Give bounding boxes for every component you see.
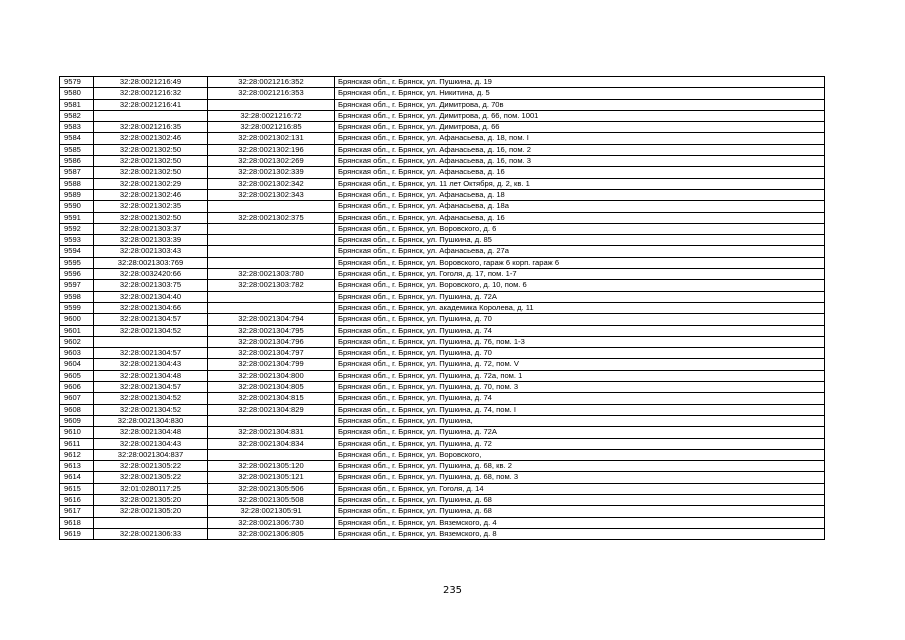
row-number-cell: 9593 (60, 235, 94, 246)
land-cadastral-number-cell: 32:28:0021303:769 (94, 257, 208, 268)
land-cadastral-number-cell: 32:28:0021303:75 (94, 280, 208, 291)
address-cell: Брянская обл., г. Брянск, ул. Афанасьева, д. 18а (335, 201, 825, 212)
building-cadastral-number-cell (208, 99, 335, 110)
land-cadastral-number-cell: 32:28:0021305:22 (94, 461, 208, 472)
row-number-cell: 9597 (60, 280, 94, 291)
row-number-cell: 9612 (60, 449, 94, 460)
address-cell: Брянская обл., г. Брянск, ул. Афанасьева, д. 18, пом. I (335, 133, 825, 144)
land-cadastral-number-cell: 32:28:0021304:830 (94, 415, 208, 426)
address-cell: Брянская обл., г. Брянск, ул. Пушкина, д. 72 (335, 438, 825, 449)
row-number-cell: 9609 (60, 415, 94, 426)
building-cadastral-number-cell (208, 235, 335, 246)
land-cadastral-number-cell: 32:28:0021302:50 (94, 144, 208, 155)
building-cadastral-number-cell: 32:28:0021305:506 (208, 483, 335, 494)
row-number-cell: 9584 (60, 133, 94, 144)
row-number-cell: 9589 (60, 189, 94, 200)
address-cell: Брянская обл., г. Брянск, ул. Пушкина, д. 68, пом. 3 (335, 472, 825, 483)
table-row (60, 122, 825, 133)
building-cadastral-number-cell: 32:28:0021305:121 (208, 472, 335, 483)
address-cell: Брянская обл., г. Брянск, ул. Пушкина, д. 70 (335, 314, 825, 325)
building-cadastral-number-cell: 32:28:0021305:120 (208, 461, 335, 472)
table-row (60, 167, 825, 178)
building-cadastral-number-cell (208, 415, 335, 426)
row-number-cell: 9586 (60, 156, 94, 167)
land-cadastral-number-cell: 32:28:0021304:48 (94, 370, 208, 381)
building-cadastral-number-cell (208, 223, 335, 234)
building-cadastral-number-cell: 32:28:0021304:795 (208, 325, 335, 336)
land-cadastral-number-cell: 32:28:0021305:20 (94, 506, 208, 517)
table-row (60, 359, 825, 370)
building-cadastral-number-cell (208, 257, 335, 268)
table-row (60, 88, 825, 99)
row-number-cell: 9596 (60, 269, 94, 280)
land-cadastral-number-cell (94, 336, 208, 347)
building-cadastral-number-cell: 32:28:0021304:794 (208, 314, 335, 325)
address-cell: Брянская обл., г. Брянск, ул. Пушкина, д. 68, кв. 2 (335, 461, 825, 472)
address-cell: Брянская обл., г. Брянск, ул. Афанасьева, д. 16 (335, 167, 825, 178)
table-row (60, 494, 825, 505)
table-row (60, 77, 825, 88)
building-cadastral-number-cell: 32:28:0021306:805 (208, 528, 335, 539)
building-cadastral-number-cell: 32:28:0021304:815 (208, 393, 335, 404)
address-cell: Брянская обл., г. Брянск, ул. академика Королева, д. 11 (335, 302, 825, 313)
table-row (60, 257, 825, 268)
row-number-cell: 9585 (60, 144, 94, 155)
row-number-cell: 9604 (60, 359, 94, 370)
land-cadastral-number-cell: 32:28:0021304:43 (94, 359, 208, 370)
land-cadastral-number-cell: 32:28:0021302:35 (94, 201, 208, 212)
row-number-cell: 9599 (60, 302, 94, 313)
building-cadastral-number-cell: 32:28:0021304:797 (208, 348, 335, 359)
table-row (60, 133, 825, 144)
land-cadastral-number-cell: 32:28:0021304:48 (94, 427, 208, 438)
address-cell: Брянская обл., г. Брянск, ул. Никитина, д. 5 (335, 88, 825, 99)
row-number-cell: 9615 (60, 483, 94, 494)
building-cadastral-number-cell: 32:28:0021304:799 (208, 359, 335, 370)
land-cadastral-number-cell: 32:28:0021304:52 (94, 393, 208, 404)
land-cadastral-number-cell: 32:28:0021303:43 (94, 246, 208, 257)
building-cadastral-number-cell (208, 449, 335, 460)
building-cadastral-number-cell: 32:28:0021216:352 (208, 77, 335, 88)
building-cadastral-number-cell: 32:28:0021302:375 (208, 212, 335, 223)
land-cadastral-number-cell: 32:28:0021302:46 (94, 189, 208, 200)
row-number-cell: 9579 (60, 77, 94, 88)
land-cadastral-number-cell: 32:28:0021306:33 (94, 528, 208, 539)
row-number-cell: 9610 (60, 427, 94, 438)
address-cell: Брянская обл., г. Брянск, ул. Пушкина, д. 68 (335, 506, 825, 517)
land-cadastral-number-cell: 32:28:0021302:50 (94, 167, 208, 178)
address-cell: Брянская обл., г. Брянск, ул. Афанасьева, д. 27а (335, 246, 825, 257)
building-cadastral-number-cell: 32:28:0021216:353 (208, 88, 335, 99)
land-cadastral-number-cell (94, 517, 208, 528)
address-cell: Брянская обл., г. Брянск, ул. Димитрова, д. 70в (335, 99, 825, 110)
table-row (60, 370, 825, 381)
land-cadastral-number-cell: 32:28:0021304:52 (94, 404, 208, 415)
table-row (60, 517, 825, 528)
address-cell: Брянская обл., г. Брянск, ул. Афанасьева, д. 18 (335, 189, 825, 200)
address-cell: Брянская обл., г. Брянск, ул. Воровского, д. 6 (335, 223, 825, 234)
table-row (60, 393, 825, 404)
land-cadastral-number-cell: 32:28:0021304:43 (94, 438, 208, 449)
table-row (60, 201, 825, 212)
land-cadastral-number-cell: 32:28:0021305:22 (94, 472, 208, 483)
row-number-cell: 9600 (60, 314, 94, 325)
row-number-cell: 9594 (60, 246, 94, 257)
row-number-cell: 9598 (60, 291, 94, 302)
address-cell: Брянская обл., г. Брянск, ул. Гоголя, д. 14 (335, 483, 825, 494)
building-cadastral-number-cell: 32:28:0021302:339 (208, 167, 335, 178)
register-table (59, 76, 825, 540)
land-cadastral-number-cell: 32:28:0021304:837 (94, 449, 208, 460)
address-cell: Брянская обл., г. Брянск, ул. Пушкина, д. 76, пом. 1-3 (335, 336, 825, 347)
table-row (60, 336, 825, 347)
building-cadastral-number-cell (208, 291, 335, 302)
address-cell: Брянская обл., г. Брянск, ул. Димитрова, д. 66, пом. 1001 (335, 110, 825, 121)
land-cadastral-number-cell: 32:28:0021216:35 (94, 122, 208, 133)
building-cadastral-number-cell: 32:28:0021302:131 (208, 133, 335, 144)
row-number-cell: 9588 (60, 178, 94, 189)
address-cell: Брянская обл., г. Брянск, ул. Вяземского, д. 8 (335, 528, 825, 539)
table-row (60, 427, 825, 438)
table-row (60, 302, 825, 313)
row-number-cell: 9605 (60, 370, 94, 381)
table-row (60, 99, 825, 110)
row-number-cell: 9614 (60, 472, 94, 483)
land-cadastral-number-cell: 32:28:0021304:57 (94, 348, 208, 359)
land-cadastral-number-cell: 32:28:0021304:40 (94, 291, 208, 302)
address-cell: Брянская обл., г. Брянск, ул. Пушкина, д. 70 (335, 348, 825, 359)
table-row (60, 235, 825, 246)
address-cell: Брянская обл., г. Брянск, ул. Пушкина, д. 72А (335, 427, 825, 438)
address-cell: Брянская обл., г. Брянск, ул. Пушкина, (335, 415, 825, 426)
building-cadastral-number-cell: 32:28:0021303:782 (208, 280, 335, 291)
address-cell: Брянская обл., г. Брянск, ул. Пушкина, д. 19 (335, 77, 825, 88)
address-cell: Брянская обл., г. Брянск, ул. Гоголя, д. 17, пом. 1-7 (335, 269, 825, 280)
table-row (60, 449, 825, 460)
building-cadastral-number-cell: 32:28:0021304:796 (208, 336, 335, 347)
land-cadastral-number-cell: 32:28:0021216:49 (94, 77, 208, 88)
table-row (60, 314, 825, 325)
address-cell: Брянская обл., г. Брянск, ул. Пушкина, д. 74, пом. I (335, 404, 825, 415)
table-row (60, 110, 825, 121)
building-cadastral-number-cell: 32:28:0021304:800 (208, 370, 335, 381)
address-cell: Брянская обл., г. Брянск, ул. Пушкина, д. 72А (335, 291, 825, 302)
land-cadastral-number-cell: 32:28:0021216:41 (94, 99, 208, 110)
address-cell: Брянская обл., г. Брянск, ул. Афанасьева, д. 16 (335, 212, 825, 223)
row-number-cell: 9581 (60, 99, 94, 110)
land-cadastral-number-cell (94, 110, 208, 121)
land-cadastral-number-cell: 32:28:0021302:50 (94, 156, 208, 167)
address-cell: Брянская обл., г. Брянск, ул. 11 лет Октября, д. 2, кв. 1 (335, 178, 825, 189)
table-row (60, 280, 825, 291)
table-row (60, 189, 825, 200)
address-cell: Брянская обл., г. Брянск, ул. Пушкина, д. 70, пом. 3 (335, 382, 825, 393)
table-row (60, 461, 825, 472)
page-number: 235 (442, 585, 463, 596)
row-number-cell: 9611 (60, 438, 94, 449)
table-row (60, 144, 825, 155)
row-number-cell: 9587 (60, 167, 94, 178)
building-cadastral-number-cell: 32:28:0021303:780 (208, 269, 335, 280)
row-number-cell: 9602 (60, 336, 94, 347)
row-number-cell: 9617 (60, 506, 94, 517)
row-number-cell: 9583 (60, 122, 94, 133)
land-cadastral-number-cell: 32:28:0021304:52 (94, 325, 208, 336)
land-cadastral-number-cell: 32:28:0021302:50 (94, 212, 208, 223)
building-cadastral-number-cell: 32:28:0021304:829 (208, 404, 335, 415)
building-cadastral-number-cell: 32:28:0021305:508 (208, 494, 335, 505)
land-cadastral-number-cell: 32:28:0021302:29 (94, 178, 208, 189)
building-cadastral-number-cell: 32:28:0021302:342 (208, 178, 335, 189)
building-cadastral-number-cell (208, 302, 335, 313)
address-cell: Брянская обл., г. Брянск, ул. Воровского, д. 10, пом. 6 (335, 280, 825, 291)
building-cadastral-number-cell: 32:28:0021302:269 (208, 156, 335, 167)
land-cadastral-number-cell: 32:28:0021216:32 (94, 88, 208, 99)
address-cell: Брянская обл., г. Брянск, ул. Пушкина, д. 72а, пом. 1 (335, 370, 825, 381)
table-row (60, 212, 825, 223)
table-row (60, 269, 825, 280)
row-number-cell: 9582 (60, 110, 94, 121)
address-cell: Брянская обл., г. Брянск, ул. Пушкина, д. 85 (335, 235, 825, 246)
address-cell: Брянская обл., г. Брянск, ул. Вяземского, д. 4 (335, 517, 825, 528)
land-cadastral-number-cell: 32:28:0021302:46 (94, 133, 208, 144)
land-cadastral-number-cell: 32:28:0021303:37 (94, 223, 208, 234)
table-row (60, 178, 825, 189)
land-cadastral-number-cell: 32:28:0021303:39 (94, 235, 208, 246)
land-cadastral-number-cell: 32:28:0021305:20 (94, 494, 208, 505)
address-cell: Брянская обл., г. Брянск, ул. Афанасьева, д. 16, пом. 3 (335, 156, 825, 167)
address-cell: Брянская обл., г. Брянск, ул. Пушкина, д. 68 (335, 494, 825, 505)
land-cadastral-number-cell: 32:28:0021304:57 (94, 382, 208, 393)
table-row (60, 528, 825, 539)
row-number-cell: 9590 (60, 201, 94, 212)
table-row (60, 506, 825, 517)
address-cell: Брянская обл., г. Брянск, ул. Димитрова, д. 66 (335, 122, 825, 133)
row-number-cell: 9603 (60, 348, 94, 359)
address-cell: Брянская обл., г. Брянск, ул. Воровского, гараж 6 корп. гараж 6 (335, 257, 825, 268)
table-row (60, 156, 825, 167)
row-number-cell: 9595 (60, 257, 94, 268)
row-number-cell: 9608 (60, 404, 94, 415)
table-row (60, 382, 825, 393)
land-cadastral-number-cell: 32:28:0021304:66 (94, 302, 208, 313)
table-row (60, 291, 825, 302)
building-cadastral-number-cell: 32:28:0021302:343 (208, 189, 335, 200)
row-number-cell: 9601 (60, 325, 94, 336)
table-row (60, 472, 825, 483)
row-number-cell: 9613 (60, 461, 94, 472)
table-row (60, 415, 825, 426)
address-cell: Брянская обл., г. Брянск, ул. Пушкина, д. 74 (335, 325, 825, 336)
table-row (60, 483, 825, 494)
building-cadastral-number-cell: 32:28:0021304:834 (208, 438, 335, 449)
address-cell: Брянская обл., г. Брянск, ул. Афанасьева, д. 16, пом. 2 (335, 144, 825, 155)
row-number-cell: 9618 (60, 517, 94, 528)
table-row (60, 223, 825, 234)
address-cell: Брянская обл., г. Брянск, ул. Воровского, (335, 449, 825, 460)
building-cadastral-number-cell: 32:28:0021216:72 (208, 110, 335, 121)
row-number-cell: 9591 (60, 212, 94, 223)
building-cadastral-number-cell (208, 201, 335, 212)
table-row (60, 325, 825, 336)
building-cadastral-number-cell: 32:28:0021305:91 (208, 506, 335, 517)
land-cadastral-number-cell: 32:28:0021304:57 (94, 314, 208, 325)
building-cadastral-number-cell (208, 246, 335, 257)
building-cadastral-number-cell: 32:28:0021304:805 (208, 382, 335, 393)
table-row (60, 246, 825, 257)
table-row (60, 348, 825, 359)
row-number-cell: 9616 (60, 494, 94, 505)
row-number-cell: 9607 (60, 393, 94, 404)
building-cadastral-number-cell: 32:28:0021216:85 (208, 122, 335, 133)
row-number-cell: 9606 (60, 382, 94, 393)
row-number-cell: 9592 (60, 223, 94, 234)
land-cadastral-number-cell: 32:28:0032420:66 (94, 269, 208, 280)
address-cell: Брянская обл., г. Брянск, ул. Пушкина, д. 72, пом. V (335, 359, 825, 370)
building-cadastral-number-cell: 32:28:0021306:730 (208, 517, 335, 528)
building-cadastral-number-cell: 32:28:0021302:196 (208, 144, 335, 155)
land-cadastral-number-cell: 32:01:0280117:25 (94, 483, 208, 494)
table-row (60, 438, 825, 449)
table-body (60, 77, 825, 540)
address-cell: Брянская обл., г. Брянск, ул. Пушкина, д. 74 (335, 393, 825, 404)
row-number-cell: 9580 (60, 88, 94, 99)
table-row (60, 404, 825, 415)
building-cadastral-number-cell: 32:28:0021304:831 (208, 427, 335, 438)
row-number-cell: 9619 (60, 528, 94, 539)
